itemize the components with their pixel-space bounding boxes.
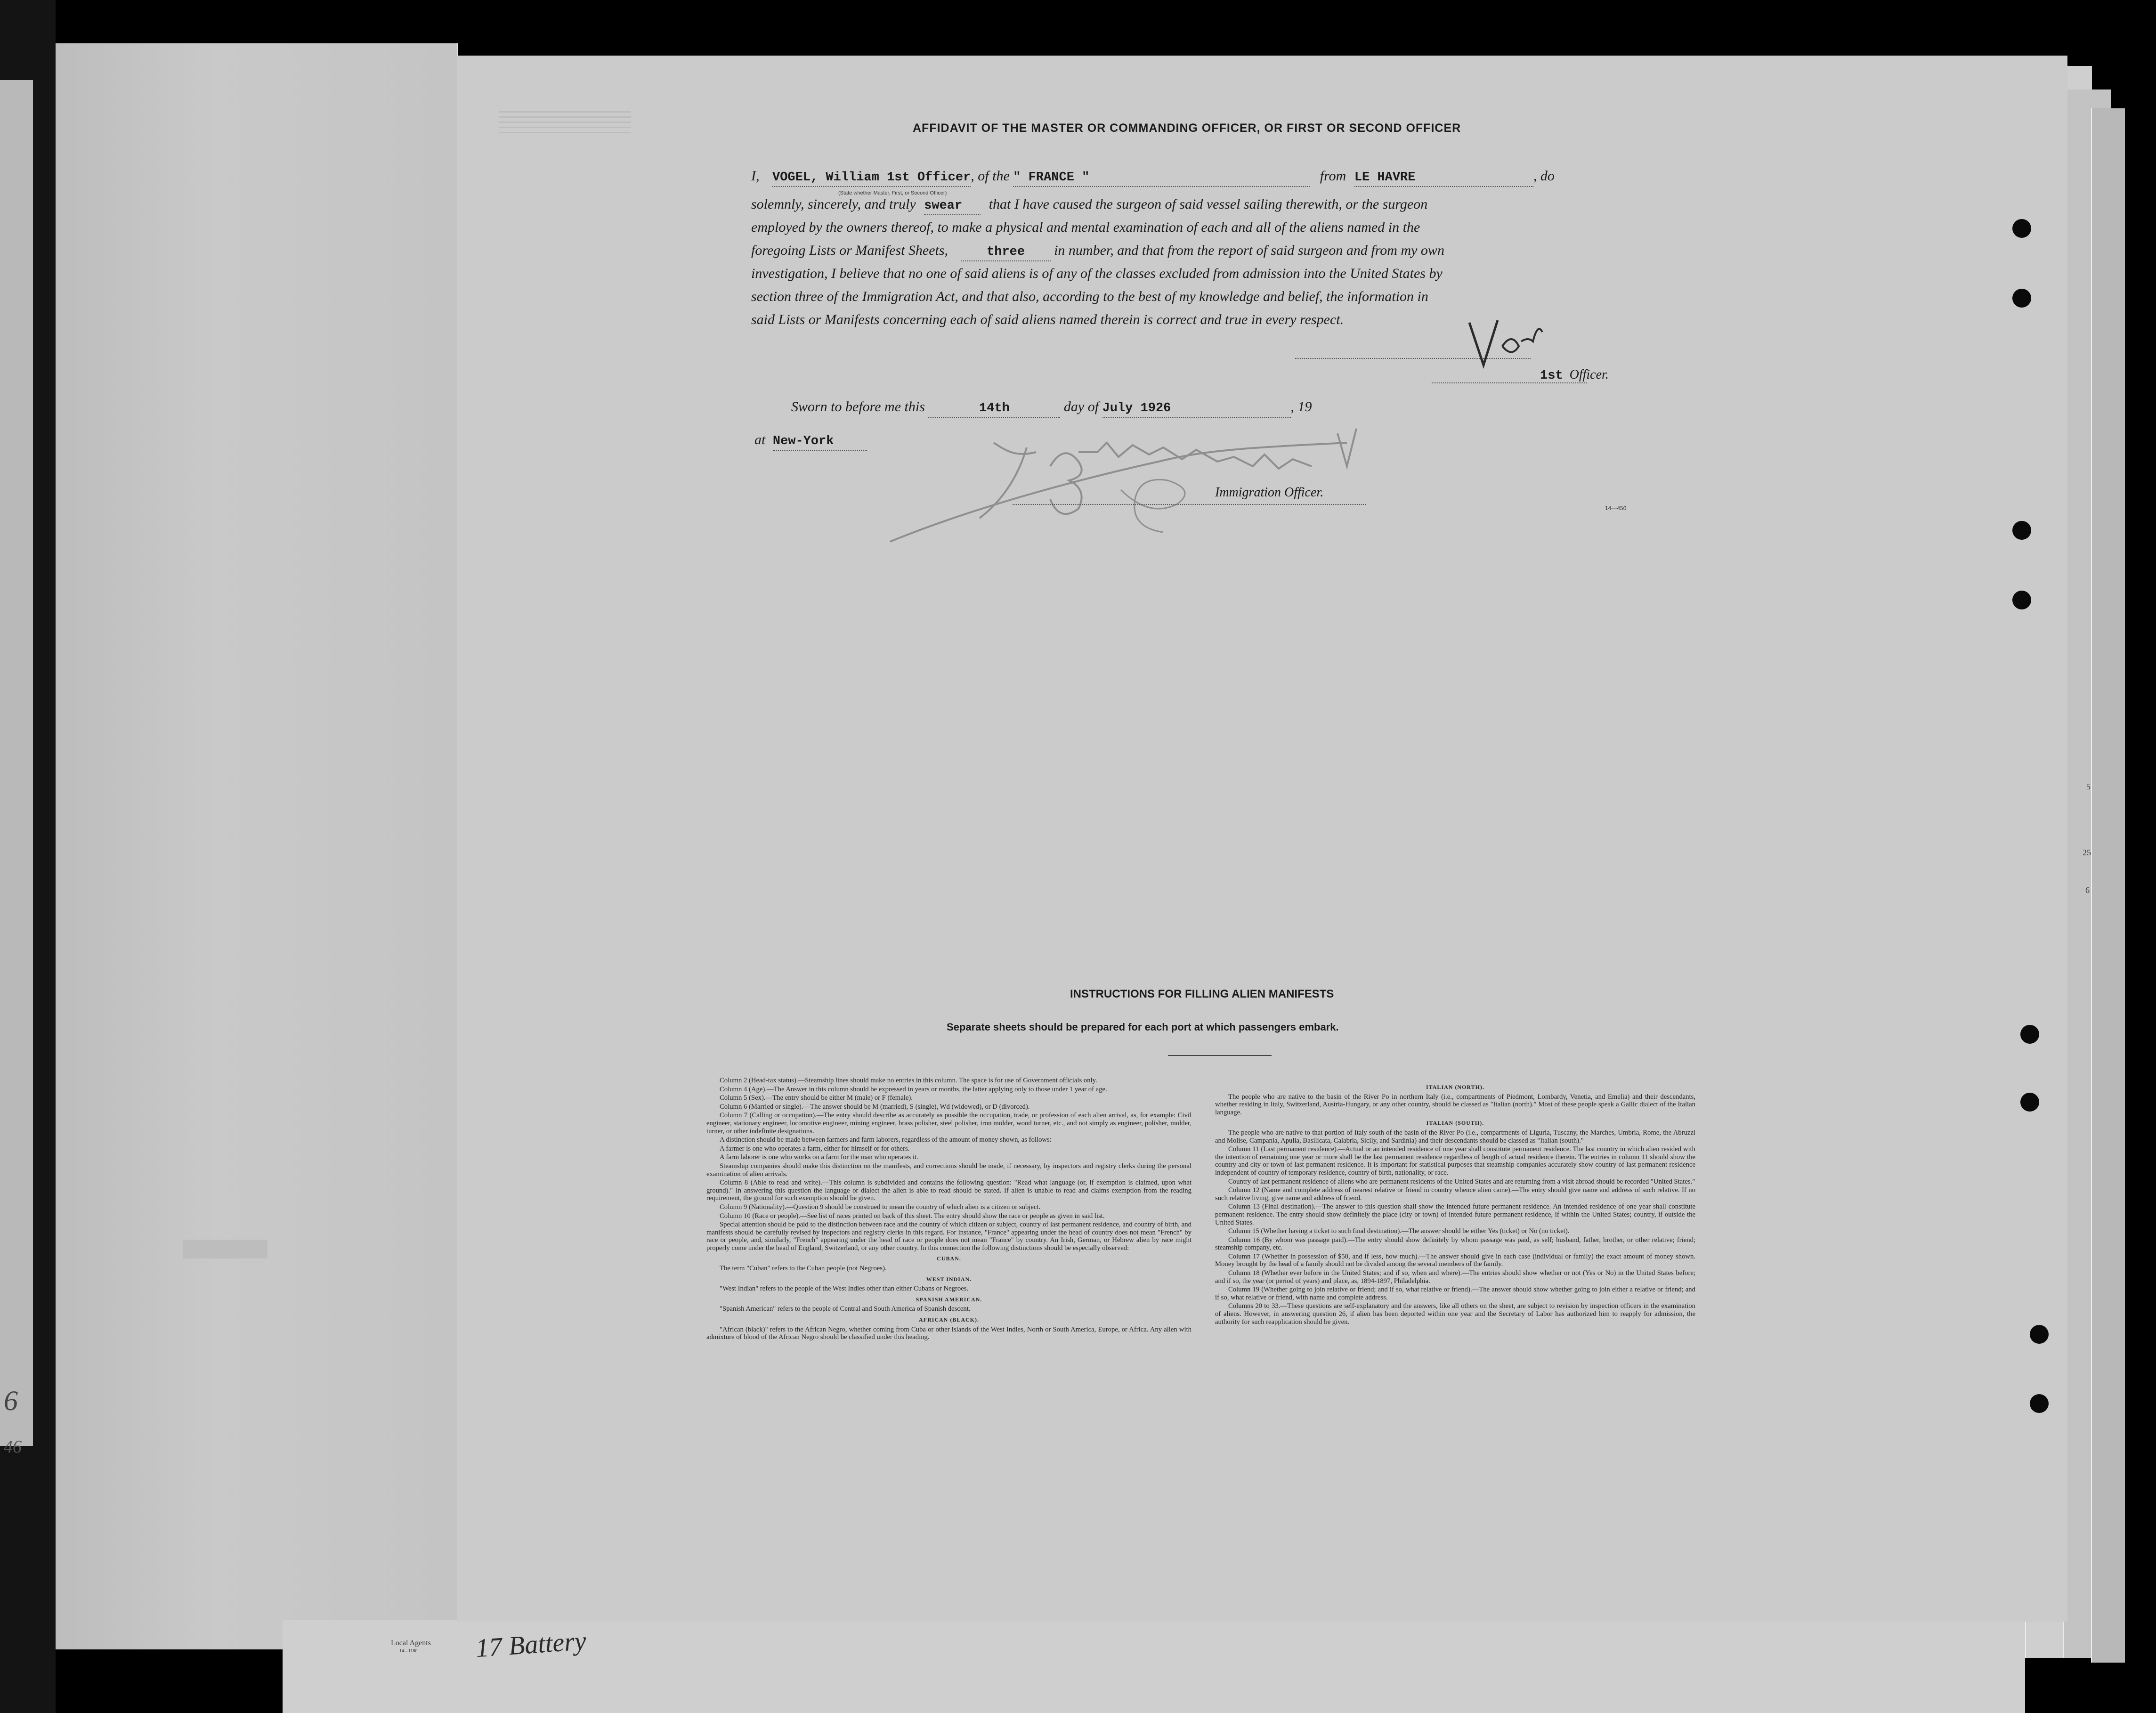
left-margin-mark-1: 6 — [4, 1385, 18, 1416]
affidavit-text: I, — [751, 168, 760, 184]
instruction-paragraph: Country of last permanent residence of aliens who are permanent residents of the United States and are returning from a visit abroad should be recorded "United States." — [1228, 1177, 1695, 1185]
immigration-officer-line — [1013, 504, 1366, 505]
sworn-day: 14th — [928, 400, 1060, 418]
instruction-paragraph: Column 18 (Whether ever before in the United States; and if so, when and where).—The entries should show whether or not (Yes or No) in the United States before; and if so, the year (or period of years) and place, as, 1894-1897, Philadelphia. — [1215, 1269, 1695, 1285]
sworn-line — [791, 398, 1681, 418]
instructions-left-column — [706, 1077, 1191, 1342]
instruction-paragraph: Column 2 (Head-tax status).—Steamship lines should make no entries in this column. The space is for use of Government officials only. — [720, 1077, 1097, 1084]
officer-rank-note: (State whether Master, First, or Second Officer) — [838, 190, 947, 196]
right-margin-mark-2: 25 — [2083, 848, 2091, 857]
sworn-text: , 19 — [1290, 399, 1312, 414]
binding-hole-5 — [2020, 1025, 2039, 1044]
instruction-paragraph: A farm laborer is one who works on a farm for the man who operates it. — [720, 1153, 918, 1161]
instructions-right-column — [1215, 1080, 1695, 1327]
affidavit-text: , do — [1533, 168, 1555, 184]
instruction-paragraph: Column 12 (Name and complete address of nearest relative or friend in country whence alien came).—The entry should give name and address of such relative. If no such relative living, give name and address of friend. — [1215, 1186, 1695, 1202]
officer-name: VOGEL, William 1st Officer — [772, 169, 971, 187]
manifest-sheet-count: three — [961, 244, 1051, 261]
affidavit-text: foregoing Lists or Manifest Sheets, — [751, 243, 948, 258]
instruction-paragraph: The people who are native to the basin of the River Po in northern Italy (i.e., compartments of Piedmont, Lombardy, Venetia, and Emelia) and their descendants, whether residing in Italy, Switzerland, Austria-Hungary, or any other country, should be classed as "Italian (north)." Most of these people speak a Gallic dialect of the Italian language. — [1215, 1093, 1695, 1116]
bleed-through-text — [499, 107, 631, 136]
left-margin-mark-2: 46 — [4, 1437, 22, 1457]
instruction-paragraph: Column 13 (Final destination).—The answer to this question shall show the intended future permanent residence. An intended residence of one year shall constitute permanent residence. The entry should show definitely the place (city or town) of intended future permanent residence, if within the United States; country, if outside the United States. — [1215, 1203, 1695, 1226]
instructions-divider — [1168, 1055, 1272, 1056]
instruction-paragraph: "Spanish American" refers to the people of Central and South America of Spanish descent. — [720, 1305, 971, 1313]
instruction-paragraph: Column 19 (Whether going to join relative or friend; and if so, what relative or friend).—The answer should show whether going to join either a relative or friend; and if so, what relative or friend, with name and complete address. — [1215, 1286, 1695, 1301]
instruction-paragraph: Column 15 (Whether having a ticket to such final destination).—The answer should be either Yes (ticket) or No (no ticket). — [1228, 1227, 1570, 1235]
affidavit-line-6: section three of the Immigration Act, and that also, according to the best of my knowledge and belief, the information in — [751, 289, 1428, 304]
form-number: 14—450 — [1605, 505, 1627, 511]
officer-signature — [1465, 313, 1549, 374]
affidavit-line-1 — [751, 168, 1641, 187]
binding-hole-2 — [2012, 289, 2031, 308]
affidavit-line-3: employed by the owners thereof, to make a physical and mental examination of each and all of the aliens named in the — [751, 219, 1420, 235]
instruction-paragraph: Columns 20 to 33.—These questions are self-explanatory and the answers, like all others on the sheet, are subject to revision by inspection officers in the examination of aliens. However, in answering question 26, if alien has been deported within one year and the Secretary of Labor has authorized him to reapply for admission, the authority for such reapplication should be given. — [1215, 1302, 1695, 1326]
affidavit-text: that I have caused the surgeon of said vessel sailing therewith, or the surgeon — [989, 196, 1428, 212]
section-heading-west-indian: WEST INDIAN. — [926, 1275, 972, 1283]
instruction-paragraph: Steamship companies should make this distinction on the manifests, and corrections should be made, if necessary, by inspectors and registry clerks during the personal examination of alien arrivals. — [706, 1162, 1191, 1178]
instructions-subtitle: Separate sheets should be prepared for each port at which passengers embark. — [947, 1021, 1339, 1033]
instruction-paragraph: A distinction should be made between farmers and farm laborers, regardless of the amount of money shown, as follows: — [720, 1136, 1052, 1144]
section-heading-italian-south: ITALIAN (SOUTH). — [1426, 1120, 1484, 1127]
local-agents-form-code: 14—1180 — [399, 1648, 418, 1653]
instructions-title: INSTRUCTIONS FOR FILLING ALIEN MANIFESTS — [1070, 988, 1334, 1000]
binding-hole-7 — [2030, 1325, 2049, 1344]
right-margin-mark-3: 6 — [2085, 885, 2090, 895]
affidavit-text: in number, and that from the report of said surgeon and from my own — [1054, 243, 1444, 258]
departure-port: LE HAVRE — [1354, 169, 1533, 187]
rank-value: 1st — [1540, 369, 1563, 383]
local-agents-label: Local Agents — [391, 1639, 431, 1647]
at-place: New-York — [773, 433, 867, 451]
instruction-paragraph: Column 16 (By whom was passage paid).—The entry should show definitely by whom passage was paid, as self; husband, father, brother, or other relative; friend; steamship company, etc. — [1215, 1236, 1695, 1252]
instruction-paragraph: Special attention should be paid to the distinction between race and the country of which citizen or subject, country of last permanent residence, and country of birth, and manifests should be carefully revised by inspectors and registry clerks in this regard. For instance, "France" appearing under the head of country does not mean "French" by race or people, and, similarly, "French" appearing under the head of race or people does not mean "France" by country. An Irish, German, or Hebrew alien by race might properly come under the head of England, Switzerland, or any other country. In this connection the following distinctions should be especially observed: — [706, 1221, 1191, 1252]
ship-name: " FRANCE " — [1013, 169, 1310, 187]
immigration-officer-label: Immigration Officer. — [1215, 485, 1324, 500]
instruction-paragraph: Column 11 (Last permanent residence).—Actual or an intended residence of one year shall constitute permanent residence. The last country in which alien resided with the intention of remaining one year or more shall be the last permanent residence regardless of length of actual residence therein. The entries in column 11 should show the country and city or town of last permanent residence. It is important for statistical purposes that steamship companies accurately show country of last permanent residence independent of country of temporary residence, country of birth, nationality, or race. — [1215, 1145, 1695, 1177]
affidavit-line-2 — [751, 196, 1641, 215]
right-margin-mark-1: 5 — [2086, 782, 2091, 791]
affidavit-line-4 — [751, 242, 1641, 261]
at-label: at — [754, 432, 766, 447]
binding-hole-4 — [2012, 591, 2031, 609]
affidavit-line-5: investigation, I believe that no one of said aliens is of any of the classes excluded from admission into the United States by — [751, 266, 1443, 281]
handwritten-address: 17 Battery — [475, 1626, 587, 1664]
underlying-page-3 — [2091, 108, 2125, 1663]
instruction-paragraph: Column 9 (Nationality).—Question 9 should be construed to mean the country of which alien is a citizen or subject. — [720, 1203, 1041, 1211]
instruction-paragraph: "West Indian" refers to the people of the West Indies other than either Cubans or Negroes. — [720, 1285, 969, 1293]
instruction-paragraph: Column 10 (Race or people).—See list of races printed on back of this sheet. The entry should show the race or people as given in said list. — [720, 1212, 1105, 1220]
binding-hole-1 — [2012, 219, 2031, 238]
affidavit-text: solemnly, sincerely, and truly — [751, 196, 916, 212]
instruction-paragraph: A farmer is one who operates a farm, either for himself or for others. — [720, 1145, 910, 1153]
section-heading-spanish-american: SPANISH AMERICAN. — [916, 1296, 982, 1303]
left-facing-page — [56, 43, 458, 1649]
oath-type: swear — [924, 197, 981, 215]
affidavit-text: from — [1320, 168, 1346, 184]
faint-stamp — [183, 1240, 267, 1258]
instruction-paragraph: Column 7 (Calling or occupation).—The entry should describe as accurately as possible the occupation, trade, or profession of each alien arrival, as, for example: Civil engineer, stationary engineer, locomotive engineer, mining engineer, brass polisher, steel polisher, iron molder, wood turner, etc., and not simply as engineer, polisher, molder, turner, or other indefinite designations. — [706, 1112, 1191, 1135]
instruction-paragraph: Column 17 (Whether in possession of $50, and if less, how much).—The answer should give in each case (individual or family) the exact amount of money shown. Money brought by the head of a family should not be divided among the several members of the family. — [1215, 1252, 1695, 1268]
affidavit-heading: AFFIDAVIT OF THE MASTER OR COMMANDING OFFICER, OR FIRST OR SECOND OFFICER — [913, 122, 1461, 135]
instruction-paragraph: The people who are native to that portion of Italy south of the basin of the River Po (i.e., compartments of Liguria, Tuscany, the Marches, Umbria, Rome, the Abruzzi and Molise, Campania, Apulia, Basilicata, Calabria, Sicily, and Sardinia) and their descendants should be classed as "Italian (south)." — [1215, 1128, 1695, 1145]
section-heading-cuban: CUBAN. — [937, 1255, 961, 1262]
sworn-month-year: July 1926 — [1102, 400, 1291, 418]
binding-hole-6 — [2020, 1093, 2039, 1112]
officer-rank — [1540, 367, 1609, 383]
instruction-paragraph: The term "Cuban" refers to the Cuban people (not Negroes). — [720, 1265, 887, 1273]
rank-suffix: Officer. — [1569, 367, 1609, 382]
affidavit-text: , of the — [971, 168, 1010, 184]
instruction-paragraph: Column 4 (Age).—The Answer in this column should be expressed in years or months, the latter applying only to those under 1 year of age. — [720, 1085, 1107, 1093]
instruction-paragraph: Column 8 (Able to read and write).—This column is subdivided and contains the following question: "Read what language (or, if exemption is claimed, upon what ground)." In answering this question the language or dialect the alien is able to read should be stated. If alien is unable to read and claims exemption from the reading requirement, the ground for such exemption should be given. — [706, 1179, 1191, 1202]
instruction-paragraph: Column 6 (Married or single).—The answer should be M (married), S (single), Wd (widowed), or D (divorced). — [720, 1103, 1030, 1111]
instruction-paragraph: Column 5 (Sex).—The entry should be either M (male) or F (female). — [720, 1094, 913, 1102]
binding-hole-8 — [2030, 1394, 2049, 1413]
affidavit-line-7: said Lists or Manifests concerning each of said aliens named therein is correct and true in every respect. — [751, 312, 1344, 327]
sworn-text: Sworn to before me this — [791, 399, 925, 414]
instruction-paragraph: "African (black)" refers to the African Negro, whether coming from Cuba or other islands of the West Indies, North or South America, Europe, or Africa. Any alien with admixture of blood of the African Negro should be classified under this heading. — [706, 1325, 1191, 1341]
binding-hole-3 — [2012, 521, 2031, 540]
section-heading-italian-north: ITALIAN (NORTH). — [1426, 1084, 1485, 1090]
immigration-officer-signature — [876, 424, 1418, 560]
section-heading-african: AFRICAN (BLACK). — [919, 1316, 979, 1323]
sworn-text: day of — [1063, 399, 1099, 414]
left-page-scrap — [0, 80, 33, 1446]
